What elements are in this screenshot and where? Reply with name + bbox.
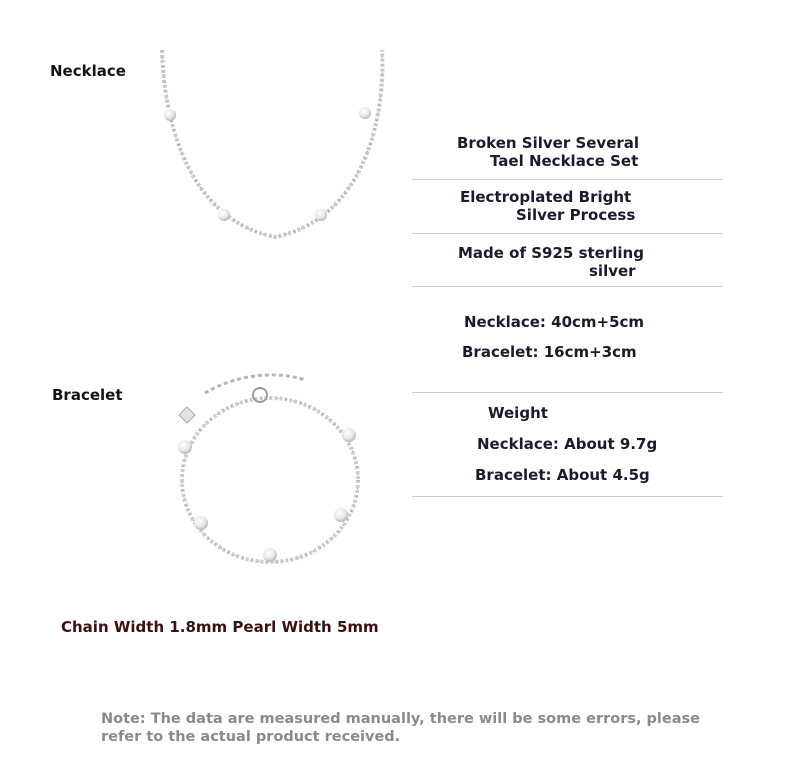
divider [412,179,723,180]
bracelet-image [165,365,375,580]
divider [412,286,723,287]
product-title-line2: Tael Necklace Set [490,152,639,170]
bracelet-length: Bracelet: 16cm+3cm [462,343,637,361]
necklace-label: Necklace [50,62,126,80]
necklace-weight: Necklace: About 9.7g [477,435,658,453]
product-title-line1: Broken Silver Several [457,134,640,152]
bracelet-label: Bracelet [52,386,123,404]
measurement-note: Note: The data are measured manually, there will be some errors, please refer to the actual product received. [101,711,700,745]
chain-width-text: Chain Width 1.8mm Pearl Width 5mm [61,618,379,636]
weight-heading: Weight [488,404,548,422]
bracelet-weight: Bracelet: About 4.5g [475,466,650,484]
divider [412,496,723,497]
necklace-image [150,45,400,250]
divider [412,392,723,393]
material-line2: silver [589,262,636,280]
process-line2: Silver Process [516,206,636,224]
process-line1: Electroplated Bright [460,188,632,206]
divider [412,233,723,234]
material-line1: Made of S925 sterling [458,244,644,262]
necklace-length: Necklace: 40cm+5cm [464,313,645,331]
